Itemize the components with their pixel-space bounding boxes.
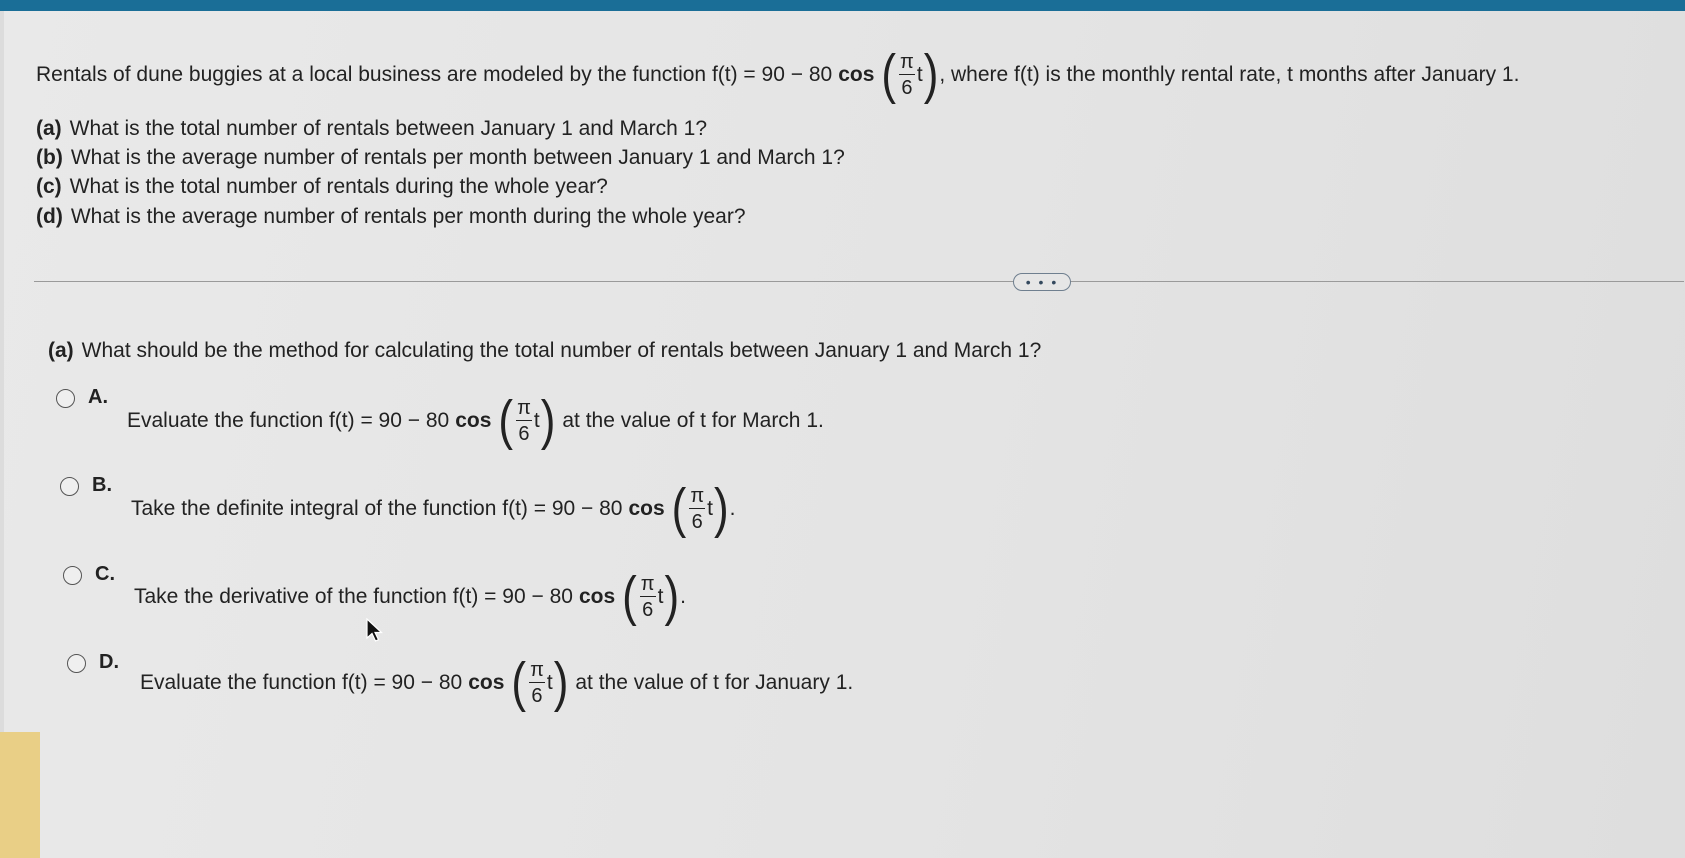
fraction-denominator: 6 bbox=[901, 77, 913, 99]
option-a-letter: A. bbox=[88, 386, 108, 408]
option-c-radio[interactable] bbox=[63, 566, 82, 585]
mouse-cursor-icon bbox=[365, 618, 385, 644]
problem-statement bbox=[36, 43, 1520, 105]
part-c: (c) What is the total number of rentals during the whole year? bbox=[36, 175, 608, 198]
fraction-numerator: π bbox=[900, 51, 914, 73]
option-d-text[interactable]: Evaluate the function f(t) = 90 − 80 cos ( $\frac{\pi}{6}$ t ) at the value of t for January 1. bbox=[140, 651, 854, 713]
option-d-letter: D. bbox=[99, 651, 119, 673]
option-a-radio[interactable] bbox=[56, 389, 75, 408]
option-b-letter: B. bbox=[92, 474, 112, 496]
top-bar bbox=[0, 0, 1685, 11]
sub-question: (a) What should be the method for calculating the total number of rentals between January 1 and March 1? bbox=[48, 339, 1042, 362]
option-b-radio[interactable] bbox=[60, 477, 79, 496]
part-d: (d) What is the average number of rentals per month during the whole year? bbox=[36, 205, 746, 228]
cos-expression: cos ( $\frac{\pi}{6}$ t ) bbox=[468, 651, 569, 713]
option-b-text[interactable]: Take the definite integral of the function f(t) = 90 − 80 cos ( $\frac{\pi}{6}$ t ) . bbox=[131, 477, 736, 539]
part-b: (b) What is the average number of rentals per month between January 1 and March 1? bbox=[36, 146, 845, 169]
intro-text: Rentals of dune buggies at a local business are modeled by the function f(t) = 90 − 80 bbox=[36, 63, 833, 86]
cos-expression: cos ( $\frac{\pi}{6}$ t ) bbox=[838, 43, 939, 105]
section-divider bbox=[34, 281, 1684, 282]
cos-label: cos bbox=[838, 63, 875, 86]
variable-t: t bbox=[916, 63, 923, 86]
cos-expression: cos ( $\frac{\pi}{6}$ t ) bbox=[578, 565, 680, 627]
part-a: (a) What is the total number of rentals between January 1 and March 1? bbox=[36, 117, 708, 140]
cos-expression: cos ( $\frac{\pi}{6}$ t ) bbox=[455, 389, 556, 451]
sticky-note-edge bbox=[0, 732, 40, 858]
option-a-text[interactable]: Evaluate the function f(t) = 90 − 80 cos ( $\frac{\pi}{6}$ t ) at the value of t for March 1. bbox=[127, 389, 824, 451]
expand-more-button[interactable]: • • • bbox=[1013, 273, 1071, 291]
option-c-text[interactable]: Take the derivative of the function f(t) = 90 − 80 cos ( $\frac{\pi}{6}$ t ) . bbox=[134, 565, 686, 627]
option-d-radio[interactable] bbox=[67, 654, 86, 673]
intro-text-end: , where f(t) is the monthly rental rate, t months after January 1. bbox=[939, 63, 1520, 86]
cos-expression: cos ( $\frac{\pi}{6}$ t ) bbox=[628, 477, 729, 539]
option-c-letter: C. bbox=[95, 563, 115, 585]
